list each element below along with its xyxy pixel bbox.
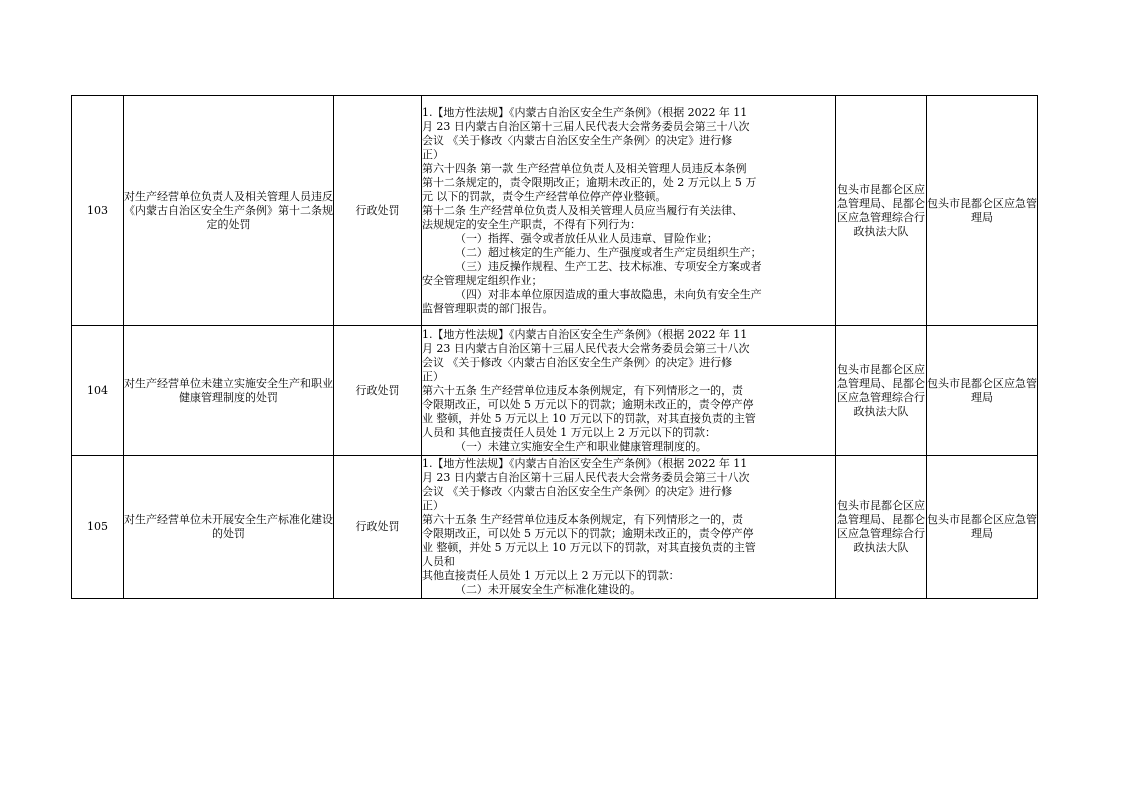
item-name: 对生产经营单位未开展安全生产标准化建设的处罚 (124, 456, 334, 599)
row-number: 105 (72, 456, 124, 599)
basis-line: 第十二条规定的，责令限期改正；逾期未改正的，处 2 万元以上 5 万 (422, 175, 757, 189)
item-name: 对生产经营单位负责人及相关管理人员违反《内蒙古自治区安全生产条例》第十二条规定的处罚 (124, 96, 334, 326)
basis-line: （三）违反操作规程、生产工艺、技术标准、专项安全方案或者 (455, 259, 762, 273)
basis-line: 令限期改正，可以处 5 万元以下的罚款；逾期未改正的，责令停产停 (422, 397, 754, 411)
basis-line: 人员和 其他直接责任人员处 1 万元以上 2 万元以下的罚款： (422, 425, 716, 439)
basis-line: 人员和 (422, 555, 455, 568)
item-type: 行政处罚 (334, 326, 422, 456)
legal-basis (422, 326, 836, 456)
basis-line: 其他直接责任人员处 1 万元以上 2 万元以下的罚款： (422, 569, 680, 582)
basis-line: 第十二条 生产经营单位负责人及相关管理人员应当履行有关法律、 (422, 203, 743, 217)
basis-line: 会议 《关于修改〈内蒙古自治区安全生产条例〉的决定》进行修 (422, 133, 733, 147)
basis-line: 元 以下的罚款，责令生产经营单位停产停业整顿。 (422, 189, 667, 203)
basis-line: 业 整顿，并处 5 万元以上 10 万元以下的罚款，对其直接负责的主管 (422, 541, 756, 554)
regulation-table (71, 95, 1038, 599)
basis-line: 月 23 日内蒙古自治区第十三届人民代表大会常务委员会第三十八次 (422, 471, 750, 484)
basis-line: （一）指挥、强令或者放任从业人员违章、冒险作业； (455, 231, 718, 245)
basis-line: 安全管理规定组织作业； (422, 273, 543, 287)
responsible-department: 包头市昆都仑区应急管理局 (927, 456, 1038, 599)
enforcement-body: 包头市昆都仑区应急管理局、昆都仑区应急管理综合行政执法大队 (836, 96, 927, 326)
basis-line: 令限期改正，可以处 5 万元以下的罚款；逾期未改正的，责令停产停 (422, 527, 754, 540)
basis-line: 1.【地方性法规】《内蒙古自治区安全生产条例》（根据 2022 年 11 (422, 327, 748, 341)
basis-line: 第六十五条 生产经营单位违反本条例规定，有下列情形之一的，责 (422, 383, 743, 397)
basis-line: 第六十四条 第一款 生产经营单位负责人及相关管理人员违反本条例 (422, 161, 747, 175)
legal-basis (422, 96, 836, 326)
basis-line: （四）对非本单位原因造成的重大事故隐患，未向负有安全生产 (455, 287, 762, 301)
basis-line: 业 整顿，并处 5 万元以上 10 万元以下的罚款，对其直接负责的主管 (422, 411, 756, 425)
responsible-department: 包头市昆都仑区应急管理局 (927, 326, 1038, 456)
basis-line: 会议 《关于修改〈内蒙古自治区安全生产条例〉的决定》进行修 (422, 355, 733, 369)
basis-line: 月 23 日内蒙古自治区第十三届人民代表大会常务委员会第三十八次 (422, 341, 750, 355)
basis-line: 正） (422, 147, 444, 161)
row-number: 104 (72, 326, 124, 456)
basis-line: （二）未开展安全生产标准化建设的。 (455, 583, 642, 596)
item-type: 行政处罚 (334, 96, 422, 326)
basis-line: 会议 《关于修改〈内蒙古自治区安全生产条例〉的决定》进行修 (422, 485, 733, 498)
item-type: 行政处罚 (334, 456, 422, 599)
table-row (72, 456, 1038, 599)
enforcement-body: 包头市昆都仑区应急管理局、昆都仑区应急管理综合行政执法大队 (836, 326, 927, 456)
basis-line: 监督管理职责的部门报告。 (422, 301, 554, 315)
table-row (72, 96, 1038, 326)
legal-basis (422, 456, 836, 599)
basis-line: 1.【地方性法规】《内蒙古自治区安全生产条例》（根据 2022 年 11 (422, 457, 748, 470)
basis-line: 法规规定的安全生产职责，不得有下列行为： (422, 217, 641, 231)
enforcement-body: 包头市昆都仑区应急管理局、昆都仑区应急管理综合行政执法大队 (836, 456, 927, 599)
basis-line: 正） (422, 369, 444, 383)
basis-line: （二）超过核定的生产能力、生产强度或者生产定员组织生产； (455, 245, 762, 259)
table-row (72, 326, 1038, 456)
basis-line: 月 23 日内蒙古自治区第十三届人民代表大会常务委员会第三十八次 (422, 119, 750, 133)
basis-line: 第六十五条 生产经营单位违反本条例规定，有下列情形之一的，责 (422, 513, 743, 526)
responsible-department: 包头市昆都仑区应急管理局 (927, 96, 1038, 326)
item-name: 对生产经营单位未建立实施安全生产和职业健康管理制度的处罚 (124, 326, 334, 456)
basis-line: （一）未建立实施安全生产和职业健康管理制度的。 (455, 439, 707, 453)
basis-line: 1.【地方性法规】《内蒙古自治区安全生产条例》（根据 2022 年 11 (422, 105, 748, 119)
basis-line: 正） (422, 499, 444, 512)
row-number: 103 (72, 96, 124, 326)
